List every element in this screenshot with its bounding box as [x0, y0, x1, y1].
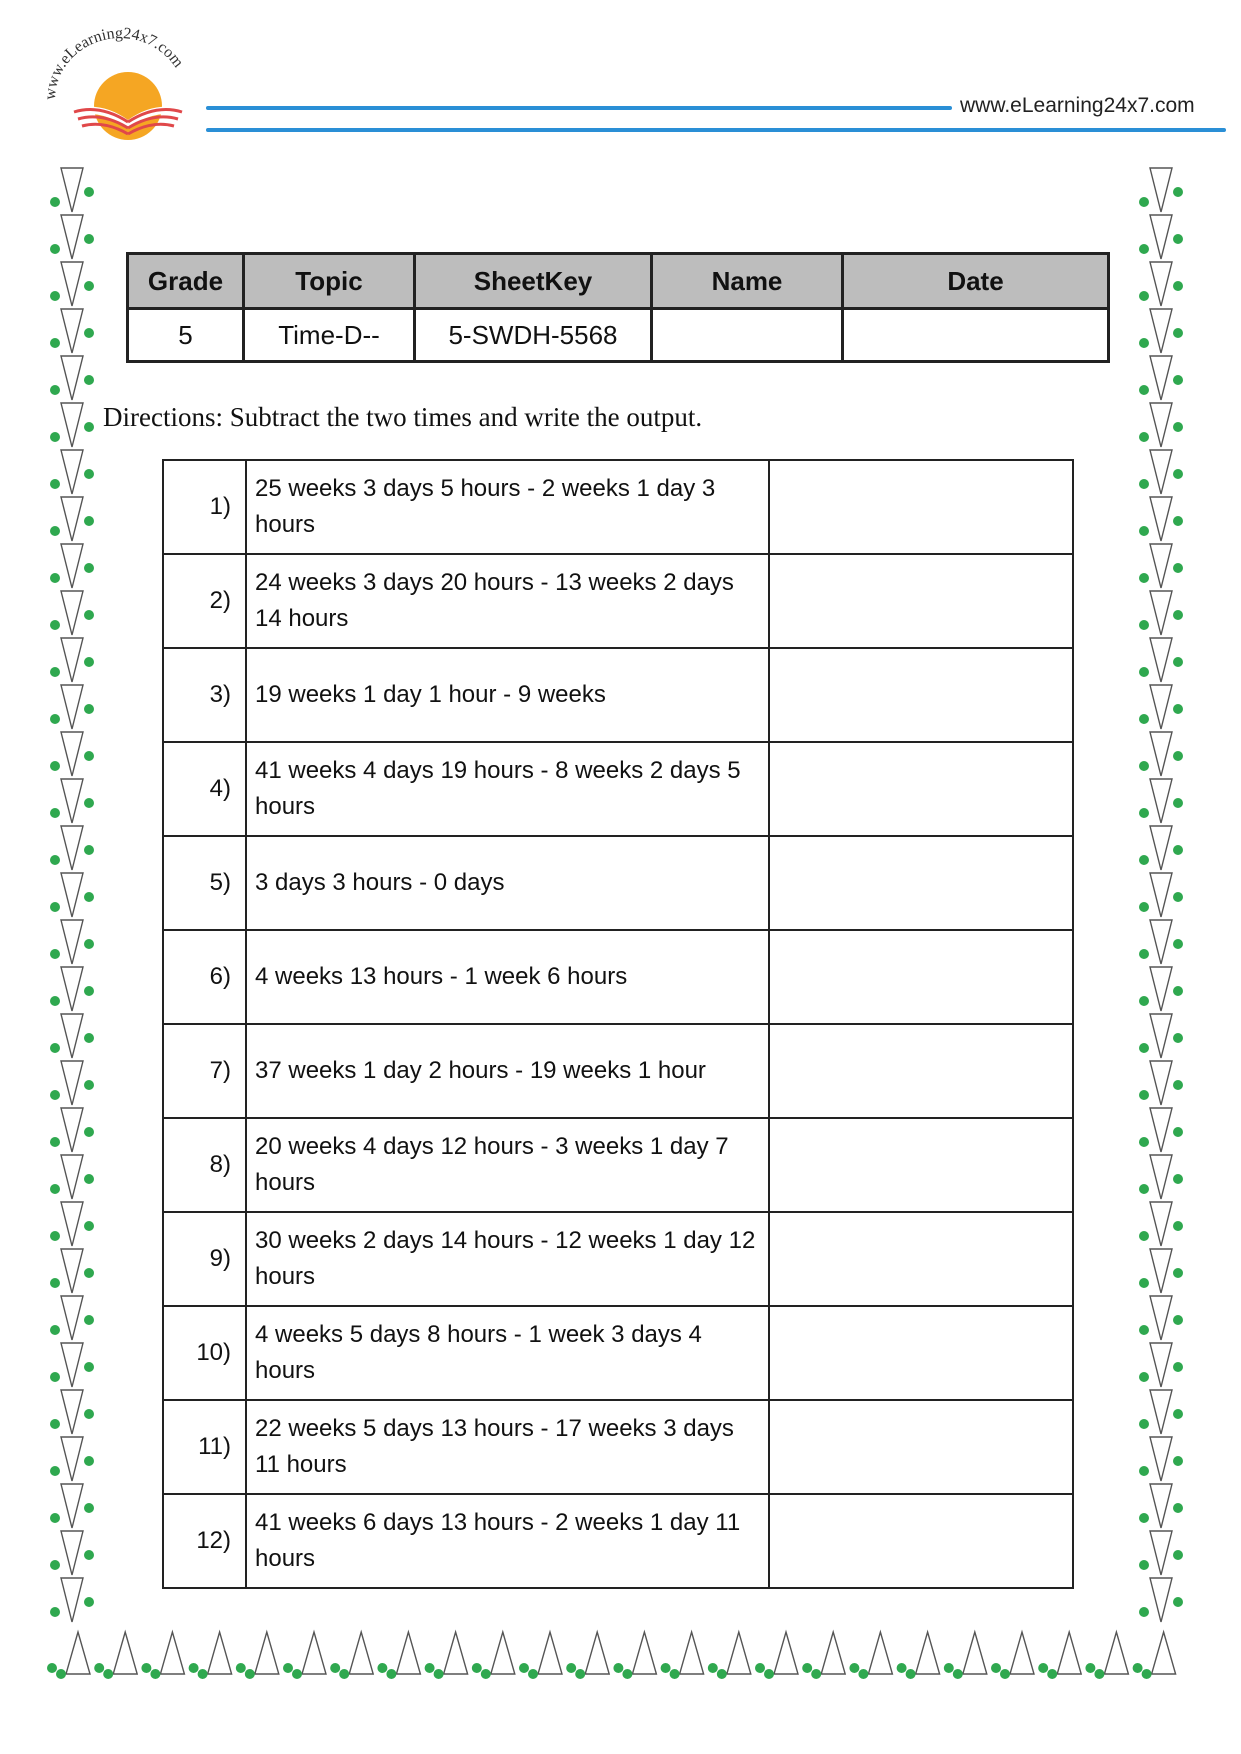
answer-cell[interactable]: [769, 1118, 1073, 1212]
answer-cell[interactable]: [769, 930, 1073, 1024]
question-text: 41 weeks 4 days 19 hours - 8 weeks 2 days 5 hours: [246, 742, 769, 836]
question-row: [163, 1306, 1073, 1400]
question-text: 3 days 3 hours - 0 days: [246, 836, 769, 930]
question-text: 4 weeks 5 days 8 hours - 1 week 3 days 4 hours: [246, 1306, 769, 1400]
questions-table: [162, 459, 1074, 1589]
answer-cell[interactable]: [769, 1494, 1073, 1588]
question-text: 20 weeks 4 days 12 hours - 3 weeks 1 day 7 hours: [246, 1118, 769, 1212]
question-row: [163, 1024, 1073, 1118]
question-number: 11): [163, 1400, 246, 1494]
answer-cell[interactable]: [769, 1024, 1073, 1118]
answer-cell[interactable]: [769, 1212, 1073, 1306]
question-number: 1): [163, 460, 246, 554]
logo-arc-text: www.eLearning24x7.com: [41, 24, 187, 101]
question-text: 24 weeks 3 days 20 hours - 13 weeks 2 days 14 hours: [246, 554, 769, 648]
question-row: [163, 930, 1073, 1024]
answer-cell[interactable]: [769, 742, 1073, 836]
info-header-row: [128, 254, 1109, 309]
question-row: [163, 1212, 1073, 1306]
name-header: Name: [652, 254, 843, 309]
question-text: 25 weeks 3 days 5 hours - 2 weeks 1 day 3 hours: [246, 460, 769, 554]
answer-cell[interactable]: [769, 648, 1073, 742]
question-text: 37 weeks 1 day 2 hours - 19 weeks 1 hour: [246, 1024, 769, 1118]
answer-cell[interactable]: [769, 1400, 1073, 1494]
site-url: www.eLearning24x7.com: [960, 94, 1195, 117]
question-number: 10): [163, 1306, 246, 1400]
question-row: [163, 742, 1073, 836]
question-row: [163, 1118, 1073, 1212]
question-number: 8): [163, 1118, 246, 1212]
question-number: 6): [163, 930, 246, 1024]
question-text: 30 weeks 2 days 14 hours - 12 weeks 1 day 12 hours: [246, 1212, 769, 1306]
answer-cell[interactable]: [769, 836, 1073, 930]
date-header: Date: [843, 254, 1109, 309]
topic-header: Topic: [244, 254, 415, 309]
grade-value: 5: [128, 309, 244, 362]
grade-header: Grade: [128, 254, 244, 309]
sheetkey-header: SheetKey: [415, 254, 652, 309]
question-row: [163, 554, 1073, 648]
question-text: 41 weeks 6 days 13 hours - 2 weeks 1 day 11 hours: [246, 1494, 769, 1588]
date-field[interactable]: [843, 309, 1109, 362]
question-row: [163, 1400, 1073, 1494]
topic-value: Time-D--: [244, 309, 415, 362]
question-text: 4 weeks 13 hours - 1 week 6 hours: [246, 930, 769, 1024]
question-row: [163, 460, 1073, 554]
question-number: 4): [163, 742, 246, 836]
info-value-row: [128, 309, 1109, 362]
question-text: 22 weeks 5 days 13 hours - 17 weeks 3 days 11 hours: [246, 1400, 769, 1494]
question-number: 12): [163, 1494, 246, 1588]
info-table: [126, 252, 1110, 363]
directions: Directions: Subtract the two times and write the output.: [103, 402, 703, 432]
question-number: 9): [163, 1212, 246, 1306]
question-number: 2): [163, 554, 246, 648]
name-field[interactable]: [652, 309, 843, 362]
answer-cell[interactable]: [769, 1306, 1073, 1400]
question-number: 3): [163, 648, 246, 742]
question-number: 5): [163, 836, 246, 930]
question-number: 7): [163, 1024, 246, 1118]
answer-cell[interactable]: [769, 554, 1073, 648]
answer-cell[interactable]: [769, 460, 1073, 554]
question-text: 19 weeks 1 day 1 hour - 9 weeks: [246, 648, 769, 742]
question-row: [163, 1494, 1073, 1588]
question-row: [163, 836, 1073, 930]
question-row: [163, 648, 1073, 742]
sheetkey-value: 5-SWDH-5568: [415, 309, 652, 362]
